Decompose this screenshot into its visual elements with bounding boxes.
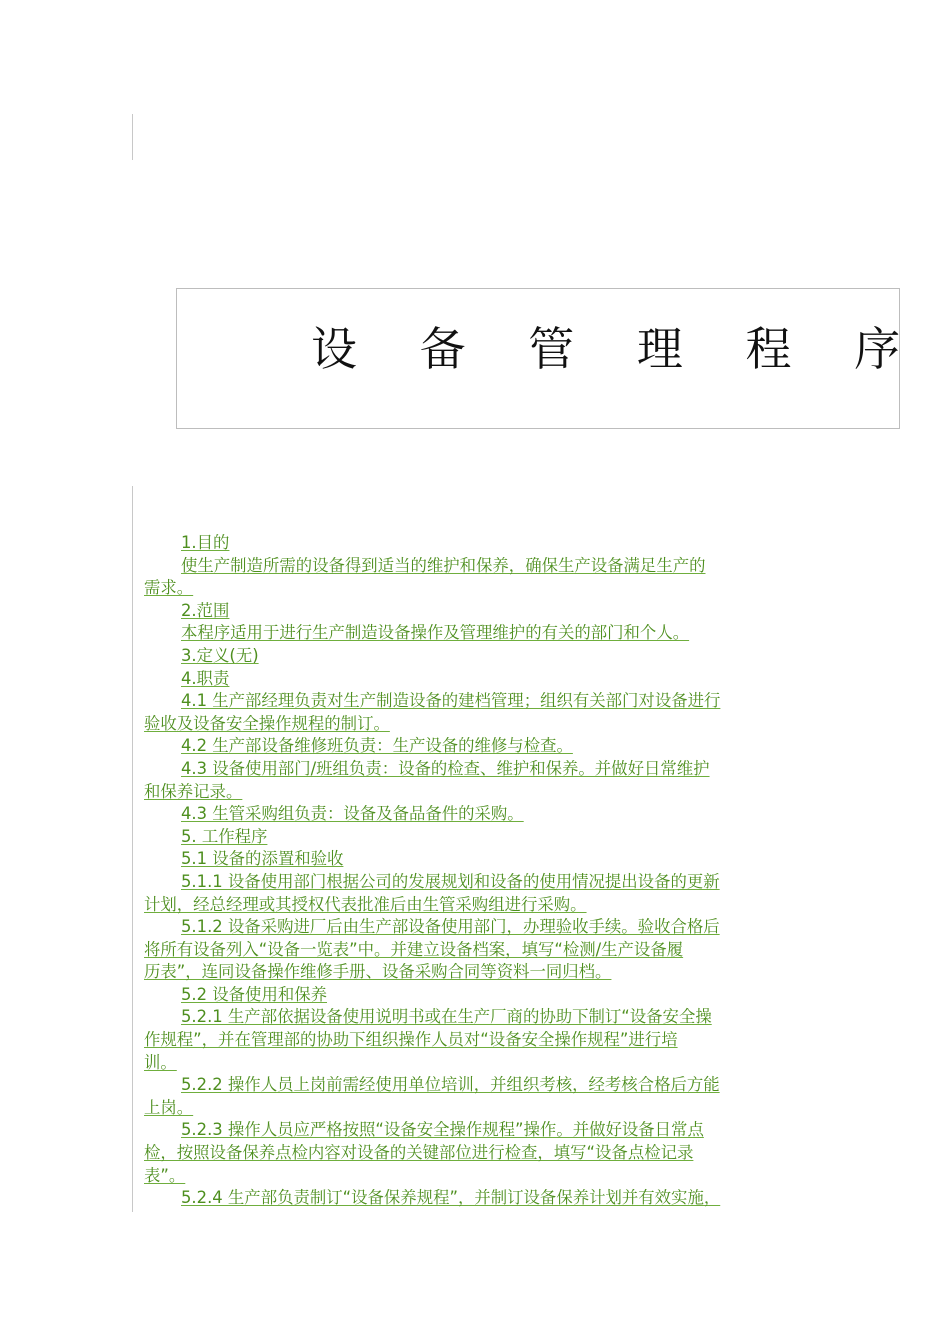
body-line-text: 上岗。 (144, 1097, 194, 1117)
body-line (144, 735, 808, 758)
body-line-text: 5.2.4 生产部负责制订“设备保养规程”，并制订设备保养计划并有效实施， (181, 1188, 721, 1208)
body-line (144, 577, 808, 600)
body-line-text: 5.1.1 设备使用部门根据公司的发展规划和设备的使用情况提出设备的更新 (181, 871, 720, 891)
body-line-text: 5.1.2 设备采购进厂后由生产部设备使用部门，办理验收手续。验收合格后 (181, 917, 720, 937)
body-line-text: 需求。 (144, 578, 194, 598)
body-line-text: 5.1 设备的添置和验收 (181, 849, 344, 869)
body-line (144, 668, 808, 691)
document-body (144, 532, 808, 1210)
margin-line-top (132, 114, 133, 160)
body-line-text: 4.3 生管采购组负责：设备及备品备件的采购。 (181, 804, 524, 824)
body-line-text: 历表”，连同设备操作维修手册、设备采购合同等资料一同归档。 (144, 962, 612, 982)
body-line-text: 验收及设备安全操作规程的制订。 (144, 713, 390, 733)
body-line (144, 848, 808, 871)
body-line (144, 555, 808, 578)
body-line (144, 1119, 808, 1142)
body-line-text: 检，按照设备保养点检内容对设备的关键部位进行检查，填写“设备点检记录 (144, 1143, 694, 1163)
body-line (144, 1187, 808, 1210)
body-line-text: 本程序适用于进行生产制造设备操作及管理维护的有关的部门和个人。 (181, 623, 690, 643)
body-line-text: 作规程”，并在管理部的协助下组织操作人员对“设备安全操作规程”进行培 (144, 1030, 678, 1050)
body-line (144, 622, 808, 645)
body-line (144, 1029, 808, 1052)
body-line-text: 5. 工作程序 (181, 826, 268, 846)
body-line (144, 690, 808, 713)
body-line (144, 645, 808, 668)
body-line-text: 表”。 (144, 1165, 186, 1185)
body-line-text: 5.2.3 操作人员应严格按照“设备安全操作规程”操作。并做好设备日常点 (181, 1120, 704, 1140)
body-line-text: 和保养记录。 (144, 781, 243, 801)
margin-line-body (132, 486, 133, 1212)
body-line-text: 使生产制造所需的设备得到适当的维护和保养，确保生产设备满足生产的 (181, 555, 706, 575)
body-line-text: 将所有设备列入“设备一览表”中。并建立设备档案，填写“检测/生产设备履 (144, 939, 684, 959)
body-line (144, 1142, 808, 1165)
body-line (144, 984, 808, 1007)
body-line (144, 939, 808, 962)
body-line (144, 758, 808, 781)
body-line-text: 1.目的 (181, 533, 230, 552)
body-line-text: 计划，经总经理或其授权代表批准后由生管采购组进行采购。 (144, 894, 587, 914)
body-line-text: 4.1 生产部经理负责对生产制造设备的建档管理；组织有关部门对设备进行 (181, 691, 721, 711)
document-title: 设 备 管 理 程 序 (311, 322, 925, 376)
body-line-text: 训。 (144, 1052, 177, 1072)
title-box (176, 288, 925, 429)
body-line-text: 5.2.2 操作人员上岗前需经使用单位培训，并组织考核，经考核合格后方能 (181, 1075, 720, 1095)
body-line (144, 916, 808, 939)
body-line-text: 5.2.1 生产部依据设备使用说明书或在生产厂商的协助下制订“设备安全操 (181, 1007, 712, 1027)
body-line (144, 781, 808, 804)
body-line (144, 826, 808, 849)
body-line (144, 1165, 808, 1188)
body-line (144, 961, 808, 984)
body-line-text: 4.2 生产部设备维修班负责：生产设备的维修与检查。 (181, 736, 573, 756)
body-line (144, 1074, 808, 1097)
body-line-text: 2.范围 (181, 600, 230, 620)
body-line (144, 871, 808, 894)
body-line-text: 4.职责 (181, 668, 230, 688)
body-line (144, 1052, 808, 1075)
body-line (144, 713, 808, 736)
body-line-text: 4.3 设备使用部门/班组负责：设备的检查、维护和保养。并做好日常维护 (181, 758, 710, 778)
body-line (144, 803, 808, 826)
body-line (144, 532, 808, 555)
body-line-text: 5.2 设备使用和保养 (181, 984, 328, 1004)
body-line (144, 1097, 808, 1120)
body-line (144, 894, 808, 917)
body-line (144, 600, 808, 623)
body-line-text: 3.定义(无) (181, 645, 259, 665)
body-line (144, 1006, 808, 1029)
